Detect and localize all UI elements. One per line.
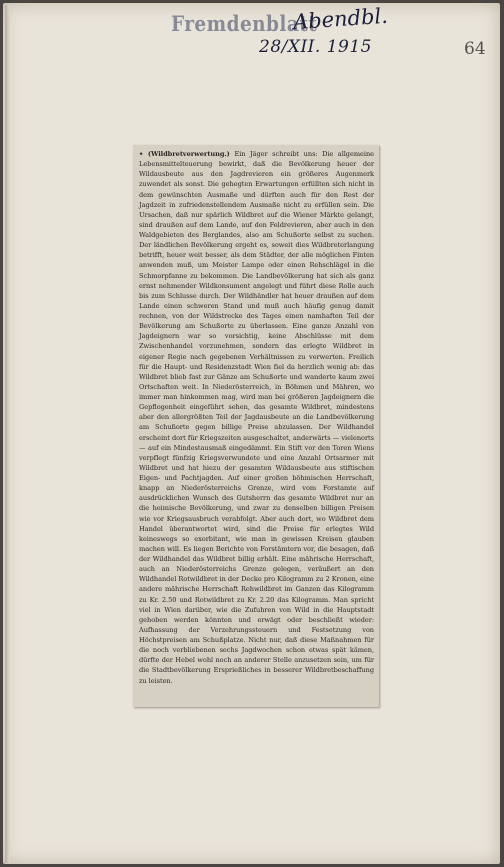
archive-sheet (3, 3, 500, 864)
handwritten-date-note: 28/XII. 1915 (259, 37, 372, 57)
handwritten-edition-note: Abendbl. (292, 3, 389, 35)
newspaper-name-stamp: Fremdenblatt (171, 11, 318, 36)
newspaper-clipping (133, 145, 379, 707)
article-lead: • (Wildbretverwertung.) (139, 150, 235, 158)
page-number: 64 (464, 39, 486, 59)
sheet-binding-edge (5, 5, 10, 863)
article-body: Ein Jäger schreibt uns: Die allgemeine Lebensmittelteuerung bewirkt, daß die Bevölkerung heuer der Wildausbeute aus den Jagdrevieren ein größeres Augenmerk zuwendet als sonst. Die gehegten Erwartungen erfüllten sich nicht in dem gewünschten Ausmaße und dürften auch für den Rest der Jagdzeit in zufriedenstellendem Ausmaße nicht zu erfüllen sein. Die Ursachen, daß nur spärlich Wildbret auf die Wiener Märkte gelangt, sind draußen auf dem Lande, auf den Feldrevieren, aber auch in den Waldgebieten des Berglandes, also am Schußorte selbst zu suchen. Der ländlichen Bevölkerung ergeht es, soweit dies Wildbreterlangung betrifft, heuer weit besser, als dem Städter, der alle möglichen Finten anwenden muß, um Meister Lampe oder einen Rehschlägel in die Schmorpfanne zu bekommen. Die Landbevölkerung hat sich als ganz ernst nehmender Wildkonsument angelegt und führt diese Rolle auch bis zum Schlusse durch. Der Wildhändler hat heuer draußen auf dem Lande einen schweren Stand und muß auch häufig genug damit rechnen, von der Wildstrecke des Tages einen namhaften Teil der Bevölkerung am Schußorte zu überlassen. Eine ganze Anzahl von Jagdeignern war so vorsichtig, keine Abschlüsse mit dem Zwischenhandel vorzunehmen, sondern das erlegte Wildbret in eigener Regie nach gegebenen Verhältnissen zu verwerten. Freilich für die Haupt- und Residenzstadt Wien fiel da herzlich wenig ab: das Wildbret blieb fast zur Gänze am Schußorte und wanderte kaum zwei Ortschaften weit. In Niederösterreich, in Böhmen und Mähren, wo immer man hinkommen mag, wird man bei größeren Jagdeignern die Gepflogenheit eingeführt sehen, das gesamte Wildbret, mindestens aber den allergrößten Teil der Jagdausbeute an die Landbevölkerung am Schußorte gegen billige Preise abzulassen. Der Wildhandel erscheint dort für Kriegszeiten ausgeschaltet, anderwärts — vielenorts — auf ein Mindestausmaß eingedämmt. Ein Stift vor den Toren Wiens verpflegt fünfzig Kriegsverwundete und eine Anzahl Ortsarmer mit Wildbret und hat hiezu der gesamten Wildausbeute aus stiftischen Eigen- und Pachtjagden. Auf einer großen böhmischen Herrschaft, knapp an Niederösterreichs Grenze, wird vom Forstamte auf ausdrücklichen Wunsch des Gutsherrn das gesamte Wildbret nur an die heimische Bevölkerung, und zwar zu denselben billigen Preisen wie vor Kriegsausbruch verabfolgt. Aber auch dort, wo Wildbret dem Handel überantwortet wird, sind die Preise für erlegtes Wild keineswegs so exorbitant, wie man in gewissen Kreisen glauben machen will. Es liegen Berichte von Forstämtern vor, die besagen, daß der Wildhandel das Wildbret billig erhält. Eine mährische Herrschaft, auch an Niederösterreichs Grenze gelegen, veräußert an den Wildhandel Rotwildbret in der Decke pro Kilogramm zu 2 Kronen, eine andere mährische Herrschaft Rehwildbret im Ganzen das Kilogramm zu Kr. 2.50 und Rotwildbret zu Kr. 2.20 das Kilogramm. Man spricht viel in Wien darüber, wie die Zufuhren von Wild in die Hauptstadt gehoben werden könnten und erwägt oder beschließt wieder: Aufhassung der Verzehrungssteuern und Festsetzung von Höchstpreisen am Schußplatze. Nicht nur, daß diese Maßnahmen für die noch verbliebenen sechs Jagdwochen schon etwas spät kämen, dürfte der Hebel wohl noch an anderer Stelle anzusetzen sein, um für die Stadtbevölkerung Ersprießliches in besserer Wildbretbeschaffung zu leisten. (139, 150, 374, 685)
article-text (133, 145, 379, 686)
